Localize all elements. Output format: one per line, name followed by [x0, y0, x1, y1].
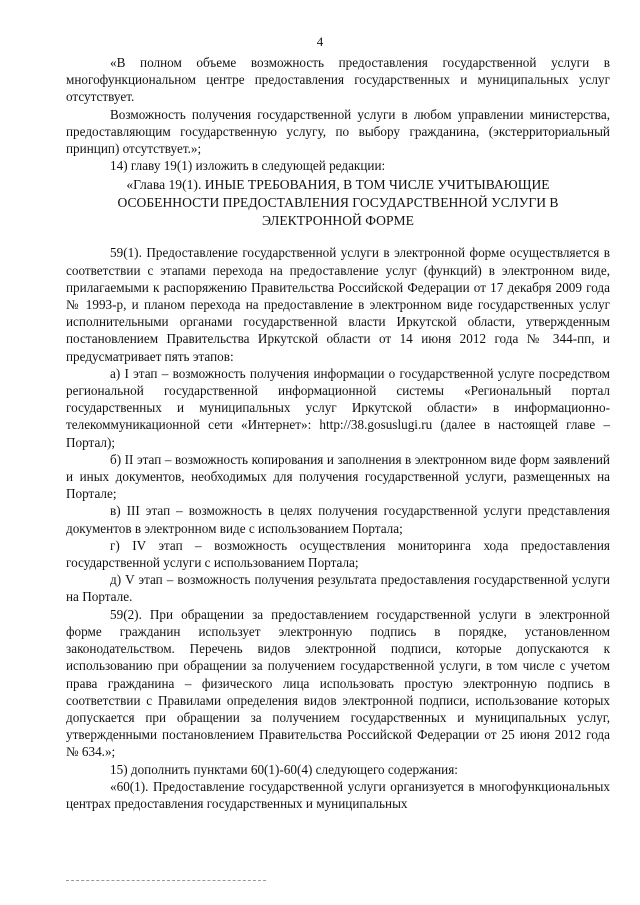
page-number: 4 [316, 34, 324, 49]
paragraph: 14) главу 19(1) изложить в следующей редакции: [110, 158, 386, 174]
paragraph: б) II этап – возможность копирования и заполнения в электронном виде форм заявлений и иных документов, необходимых для получения государственной услуги, размещенных на Портале; [66, 451, 610, 502]
paragraph: г) IV этап – возможность осуществления мониторинга хода предоставления государственной услуги с использованием Портала; [66, 537, 610, 571]
heading-line: ОСОБЕННОСТИ ПРЕДОСТАВЛЕНИЯ ГОСУДАРСТВЕННОЙ УСЛУГИ В [117, 195, 559, 211]
paragraph: а) I этап – возможность получения информации о государственной услуге посредством региональной государственной информационной системы «Региональный портал государственных и муниципальных услуг Иркутской области» в информационно-телекоммуникационной сети «Интернет»: http://38.gosuslugi.ru (далее в настоящей главе – Портал); [66, 365, 610, 450]
paragraph: 15) дополнить пунктами 60(1)-60(4) следующего содержания: [110, 761, 458, 777]
paragraph: 59(2). При обращении за предоставлением государственной услуги в электронной форме гражданин использует электронную подпись в порядке, установленном законодательством. Перечень видов электронной подписи, которые допускаются к использованию при обращении за получением государственной услуги, в том числе с учетом права гражданина – физического лица использовать простую электронную подпись в соответствии с Правилами определения видов электронной подписи, использование которых допускается при обращении за получением государственных и муниципальных услуг, утвержденными постановлением Правительства Российской Федерации от 25 июня 2012 года № 634.»; [66, 606, 610, 760]
footer-divider [66, 880, 266, 881]
paragraph: д) V этап – возможность получения результата предоставления государственной услуги на Портале. [66, 572, 610, 605]
heading-line: ЭЛЕКТРОННОЙ ФОРМЕ [262, 213, 414, 229]
paragraph: Возможность получения государственной услуги в любом управлении министерства, предоставляющим государственную услугу, по выбору гражданина, (экстерриториальный принцип) отсутствует.»; [66, 106, 610, 157]
document-body [66, 54, 610, 812]
paragraph: в) III этап – возможность в целях получения государственной услуги представления документов в электронном виде с использованием Портала; [66, 503, 610, 536]
paragraph: 59(1). Предоставление государственной услуги в электронной форме осуществляется в соответствии с этапами перехода на предоставление услуг (функций) в электронном виде, прилагаемыми к распоряжению Правительства Российской Федерации от 17 декабря 2009 года № 1993-р, и планом перехода на предоставление в электронном виде государственных услуг исполнительными органами государственной власти Иркутской области, утвержденным постановлением Правительства Иркутской области от 14 июня 2012 года № 344-пп, и предусматривает пять этапов: [66, 245, 610, 364]
paragraph: «60(1). Предоставление государственной услуги организуется в многофункциональных центрах предоставления государственных и муниципальных [66, 778, 610, 811]
chapter-heading [66, 176, 610, 230]
paragraph: «В полном объеме возможность предоставления государственной услуги в многофункциональном центре предоставления государственных и муниципальных услуг отсутствует. [66, 55, 610, 105]
heading-line: «Глава 19(1). ИНЫЕ ТРЕБОВАНИЯ, В ТОМ ЧИСЛЕ УЧИТЫВАЮЩИЕ [126, 177, 550, 193]
